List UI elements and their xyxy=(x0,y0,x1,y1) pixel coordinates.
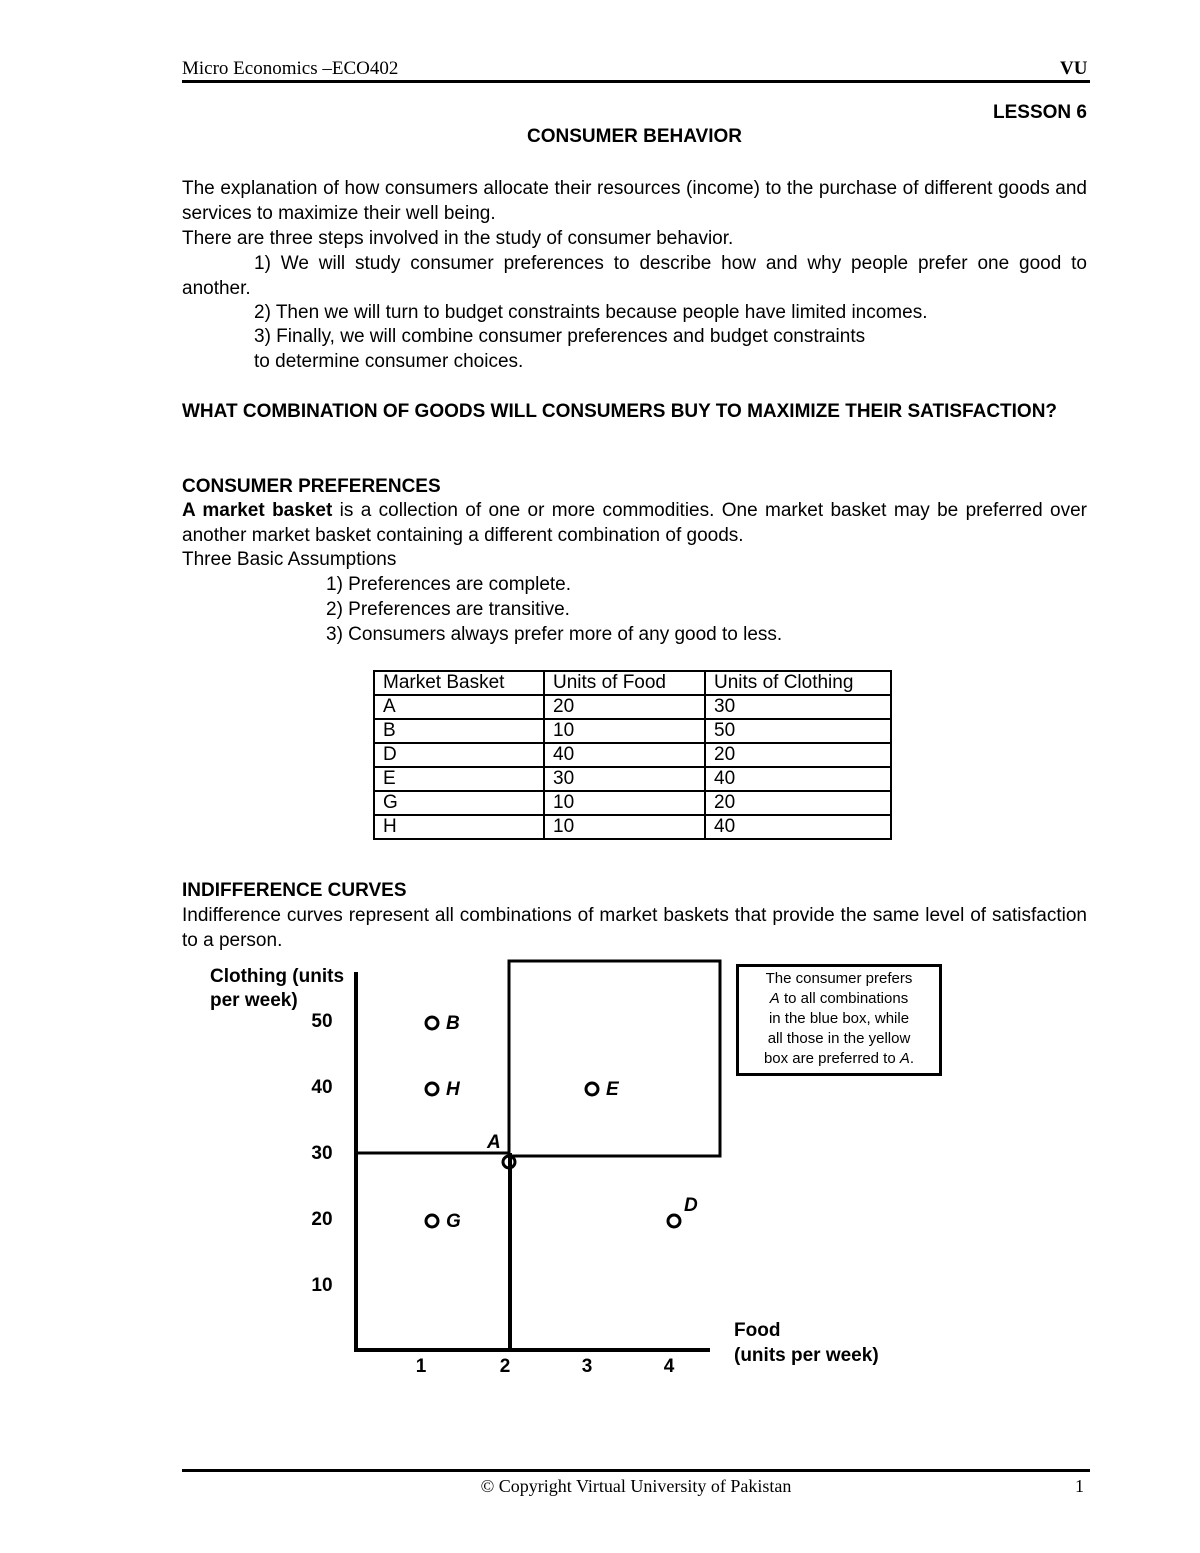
point-label-d: D xyxy=(684,1195,698,1216)
table-header-cell: Units of Clothing xyxy=(705,671,891,695)
table-cell: D xyxy=(374,743,544,767)
question-heading: WHAT COMBINATION OF GOODS WILL CONSUMERS BUY TO MAXIMIZE THEIR SATISFACTION? xyxy=(182,401,1058,422)
market-basket-term: A market basket xyxy=(182,500,333,521)
market-basket-text: is a collection of one or more commodities. One market basket may be preferred over another market basket containing a different combination of goods. xyxy=(182,500,1088,546)
y-axis-label-line1: Clothing (units xyxy=(210,966,345,987)
note-line: The consumer prefers xyxy=(765,970,913,987)
y-tick-label: 30 xyxy=(311,1143,333,1164)
intro-paragraph: The explanation of how consumers allocate their resources (income) to the purchase of different goods and services to maximize their well being. xyxy=(182,178,1087,224)
market-basket-definition xyxy=(182,498,1087,548)
table-cell: 20 xyxy=(544,695,705,719)
table-header-row xyxy=(374,671,891,695)
table-cell: 10 xyxy=(544,791,705,815)
table-header-cell: Units of Food xyxy=(544,671,705,695)
x-axis-label-line1: Food xyxy=(734,1320,781,1341)
table-cell: G xyxy=(374,791,544,815)
point-e xyxy=(586,1083,598,1095)
point-b xyxy=(426,1017,438,1029)
table-row xyxy=(374,743,891,767)
footer-rule xyxy=(182,1469,1090,1472)
header-rule xyxy=(182,80,1090,83)
table-row xyxy=(374,719,891,743)
point-label-a: A xyxy=(487,1132,501,1153)
course-title: Micro Economics –ECO402 xyxy=(182,58,399,79)
table-header-cell: Market Basket xyxy=(374,671,544,695)
chart-note xyxy=(736,964,942,1076)
table-cell: 50 xyxy=(705,719,891,743)
copyright: © Copyright Virtual University of Pakistan xyxy=(480,1476,792,1496)
note-line: in the blue box, while xyxy=(768,1010,910,1027)
x-axis-label-line2: (units per week) xyxy=(734,1345,879,1366)
lesson-number: LESSON 6 xyxy=(993,102,1087,123)
step-1: 1) We will study consumer preferences to describe how and why people prefer one good to another. xyxy=(182,253,1087,299)
x-tick-label: 3 xyxy=(581,1356,593,1377)
step-3b: to determine consumer choices. xyxy=(254,351,524,372)
step-3a: 3) Finally, we will combine consumer preferences and budget constraints xyxy=(254,326,866,347)
note-italic: A xyxy=(899,1050,910,1067)
x-tick-label: 4 xyxy=(663,1356,675,1377)
step-2: 2) Then we will turn to budget constraints because people have limited incomes. xyxy=(254,302,928,323)
x-tick-label: 2 xyxy=(499,1356,511,1377)
point-label-e: E xyxy=(606,1079,619,1100)
table-cell: H xyxy=(374,815,544,839)
note-line: all those in the yellow xyxy=(767,1030,911,1047)
table-cell: 40 xyxy=(705,767,891,791)
point-g xyxy=(426,1215,438,1227)
note-text: . xyxy=(909,1050,915,1067)
y-axis-label-line2: per week) xyxy=(210,990,298,1011)
table-cell: 40 xyxy=(544,743,705,767)
table-row xyxy=(374,815,891,839)
note-line xyxy=(739,1049,939,1069)
y-tick-label: 40 xyxy=(311,1077,333,1098)
note-text: to all combinations xyxy=(779,990,909,1007)
y-tick-label: 50 xyxy=(311,1011,333,1032)
steps-intro: There are three steps involved in the study of consumer behavior. xyxy=(182,228,734,249)
table-cell: 40 xyxy=(705,815,891,839)
point-d xyxy=(668,1215,680,1227)
market-basket-table xyxy=(373,670,892,840)
note-italic: A xyxy=(769,990,780,1007)
table-cell: 30 xyxy=(705,695,891,719)
table-cell: B xyxy=(374,719,544,743)
table-cell: 30 xyxy=(544,767,705,791)
table-row xyxy=(374,695,891,719)
assumption-3: 3) Consumers always prefer more of any good to less. xyxy=(326,624,783,645)
table-cell: 10 xyxy=(544,719,705,743)
table-cell: 20 xyxy=(705,791,891,815)
point-label-b: B xyxy=(446,1013,460,1034)
table-row xyxy=(374,767,891,791)
table-row xyxy=(374,791,891,815)
preferred-box xyxy=(509,961,720,1156)
indifference-text: Indifference curves represent all combinations of market baskets that provide the same level of satisfaction to a person. xyxy=(182,905,1087,951)
page-number: 1 xyxy=(1075,1476,1084,1496)
page-title: CONSUMER BEHAVIOR xyxy=(527,126,742,147)
assumption-2: 2) Preferences are transitive. xyxy=(326,599,570,620)
y-tick-label: 10 xyxy=(311,1275,333,1296)
note-line xyxy=(739,989,939,1009)
note-text: box are preferred to xyxy=(763,1050,900,1067)
table-cell: 10 xyxy=(544,815,705,839)
institution-label: VU xyxy=(1060,58,1088,79)
x-tick-label: 1 xyxy=(415,1356,427,1377)
indifference-heading: INDIFFERENCE CURVES xyxy=(182,880,407,901)
preference-chart xyxy=(0,950,1200,1390)
table-cell: A xyxy=(374,695,544,719)
table-cell: 20 xyxy=(705,743,891,767)
assumptions-heading: Three Basic Assumptions xyxy=(182,549,397,570)
assumption-1: 1) Preferences are complete. xyxy=(326,574,572,595)
point-label-g: G xyxy=(446,1211,461,1232)
point-h xyxy=(426,1083,438,1095)
table-cell: E xyxy=(374,767,544,791)
y-tick-label: 20 xyxy=(311,1209,333,1230)
preferences-heading: CONSUMER PREFERENCES xyxy=(182,476,441,497)
point-label-h: H xyxy=(446,1079,460,1100)
